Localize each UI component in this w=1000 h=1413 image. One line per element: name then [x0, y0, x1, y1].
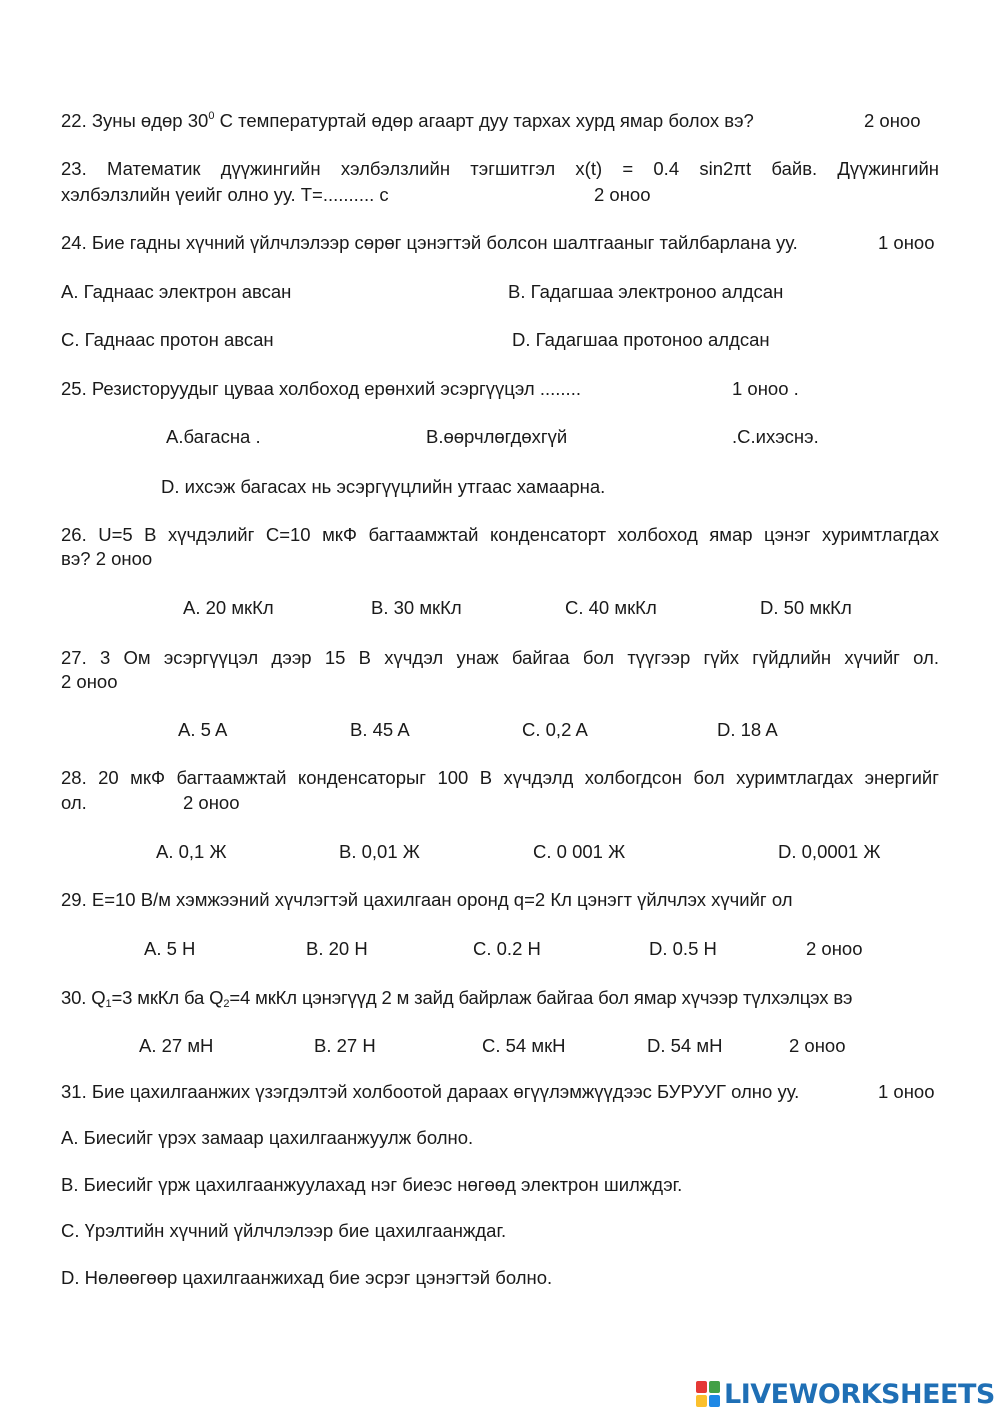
logo-mark-square [709, 1395, 720, 1407]
q29-option-d: D. 0.5 H [649, 938, 717, 959]
q27-option-d: D. 18 A [717, 719, 778, 740]
q28-option-d: D. 0,0001 Ж [778, 841, 881, 862]
points-31: 1 оноо [878, 1081, 935, 1102]
q26-option-d: D. 50 мкКл [760, 597, 852, 618]
question-25: 25. Резисторуудыг цуваа холбоход ерөнхий эсэргүүцэл ........ [61, 378, 581, 399]
q29-option-a: A. 5 H [144, 938, 196, 959]
q30-option-a: A. 27 мН [139, 1035, 214, 1056]
q27-option-b: B. 45 A [350, 719, 410, 740]
q26-option-b: B. 30 мкКл [371, 597, 462, 618]
question-27-line2: 2 оноо [61, 671, 118, 692]
q29-option-c: C. 0.2 H [473, 938, 541, 959]
q25-option-b: B.өөрчлөгдөхгүй [426, 426, 568, 447]
q31-option-c: C. Үрэлтийн хүчний үйлчлэлээр бие цахилгаанждаг. [61, 1220, 507, 1241]
points-22: 2 оноо [864, 110, 921, 131]
q24-option-c: C. Гаднаас протон авсан [61, 329, 274, 350]
question-27-line1: 27. 3 Ом эсэргүүцэл дээр 15 В хүчдэл унаж байгаа бол түүгээр гүйх гүйдлийн хүчийг ол. [61, 647, 939, 668]
points-28: 2 оноо [183, 792, 240, 813]
points-30: 2 оноо [789, 1035, 846, 1056]
q24-option-a: A. Гаднаас электрон авсан [61, 281, 292, 302]
q25-option-c: .С.ихэснэ. [732, 426, 819, 447]
question-28-line2: ол. [61, 792, 87, 813]
q31-option-b: B. Биесийг үрж цахилгаанжуулахад нэг биеэс нөгөөд электрон шилждэг. [61, 1174, 683, 1195]
q30-option-c: C. 54 мкН [482, 1035, 566, 1056]
q27-option-c: C. 0,2 A [522, 719, 588, 740]
points-25: 1 оноо . [732, 378, 799, 399]
q30-option-b: B. 27 Н [314, 1035, 376, 1056]
q31-option-a: A. Биесийг үрэх замаар цахилгаанжуулж болно. [61, 1127, 474, 1148]
q24-option-b: B. Гадагшаа электроноо алдсан [508, 281, 784, 302]
question-30: 30. $Q_1=3$ мкКл ба $Q_2=4$ мкКл цэнэгүүд 2 м зайд байрлаж байгаа бол ямар хүчээр түлхэлцэх вэ [61, 987, 853, 1010]
q26-option-a: A. 20 мкКл [183, 597, 274, 618]
liveworksheets-logo[interactable] [696, 1377, 995, 1411]
points-29: 2 оноо [806, 938, 863, 959]
question-24: 24. Бие гадны хүчний үйлчлэлээр сөрөг цэнэгтэй болсон шалтгааныг тайлбарлана уу. [61, 232, 798, 253]
logo-mark-square [696, 1395, 707, 1407]
liveworksheets-mark-icon [696, 1381, 720, 1407]
q25-option-d: D. ихсэж багасах нь эсэргүүцлийн утгаас хамаарна. [161, 476, 606, 497]
points-24: 1 оноо [878, 232, 935, 253]
question-31: 31. Бие цахилгаанжих үзэгдэлтэй холбоотой дараах өгүүлэмжүүдээс БУРУУГ олно уу. [61, 1081, 800, 1102]
question-23-line2: хэлбэлзлийн үеийг олно уу. T=.......... с [61, 184, 389, 205]
points-23: 2 оноо [594, 184, 651, 205]
q25-option-a: A.багасна . [166, 426, 261, 447]
question-23-line1: 23. Математик дүүжингийн хэлбэлзлийн тэгшитгэл x(t) = 0.4 sin2πt байв. Дүүжингийн [61, 158, 939, 179]
q28-option-c: C. 0 001 Ж [533, 841, 626, 862]
logo-mark-square [696, 1381, 707, 1393]
q28-option-b: B. 0,01 Ж [339, 841, 420, 862]
q28-option-a: A. 0,1 Ж [156, 841, 227, 862]
q27-option-a: A. 5 A [178, 719, 228, 740]
q26-option-c: C. 40 мкКл [565, 597, 657, 618]
question-22: 22. Зуны өдөр $30^0$ С температуртай өдөр агаарт дуу тархах хурд ямар болох вэ? [61, 110, 754, 131]
question-26-line1: 26. U=5 В хүчдэлийг С=10 мкФ багтаамжтай конденсаторт холбоход ямар цэнэг хуримтлагдах [61, 524, 939, 545]
question-28-line1: 28. 20 мкФ багтаамжтай конденсаторыг 100 В хүчдэлд холбогдсон бол хуримтлагдах энергийг [61, 767, 939, 788]
q24-option-d: D. Гадагшаа протоноо алдсан [512, 329, 770, 350]
logo-mark-square [709, 1381, 720, 1393]
liveworksheets-wordmark: LIVEWORKSHEETS [724, 1378, 995, 1410]
q31-option-d: D. Нөлөөгөөр цахилгаанжихад бие эсрэг цэнэгтэй болно. [61, 1267, 553, 1288]
question-26-line2: вэ? 2 оноо [61, 548, 153, 569]
question-29: 29. E=10 В/м хэмжээний хүчлэгтэй цахилгаан оронд q=2 Кл цэнэгт үйлчлэх хүчийг ол [61, 889, 793, 910]
q30-option-d: D. 54 мН [647, 1035, 723, 1056]
q29-option-b: B. 20 H [306, 938, 368, 959]
